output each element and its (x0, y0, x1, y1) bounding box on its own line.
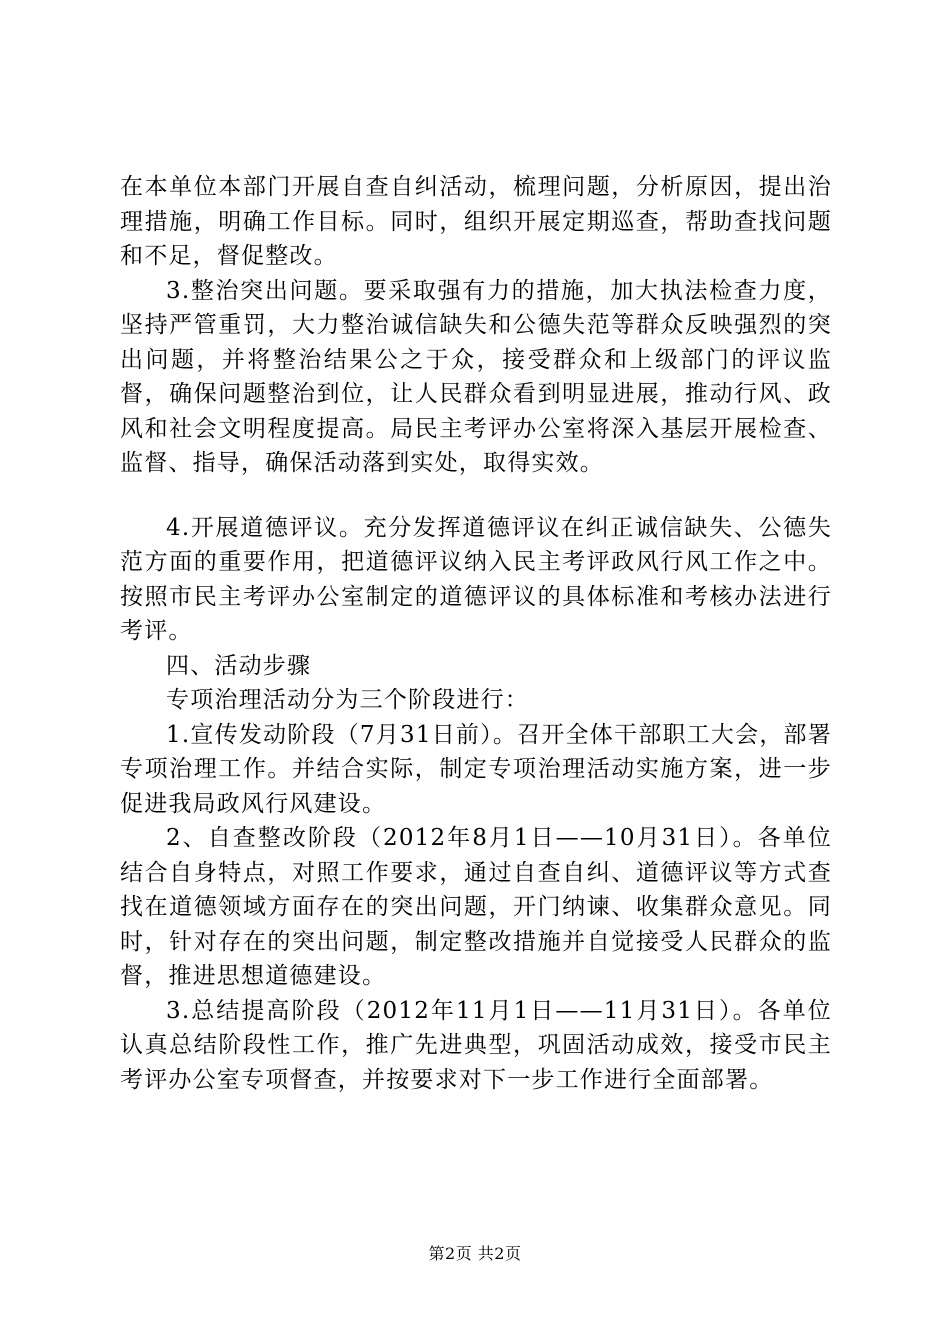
paragraph-stage-2: 2、自查整改阶段（2012年8月1日——10月31日）。各单位结合自身特点，对照工作要求，通过自查自纠、道德评议等方式查找在道德领域方面存在的突出问题，开门纳谏、收集群众意见。同时，针对存在的突出问题，制定整改措施并自觉接受人民群众的监督，推进思想道德建设。 (120, 825, 832, 989)
document-body (120, 170, 832, 1097)
section-heading-steps: 四、活动步骤 (166, 652, 312, 679)
paragraph-item-4-moral-review: 4.开展道德评议。充分发挥道德评议在纠正诚信缺失、公德失范方面的重要作用，把道德评议纳入民主考评政风行风工作之中。按照市民主考评办公室制定的道德评议的具体标准和考核办法进行考评。 (120, 514, 832, 644)
paragraph-stage-1: 1.宣传发动阶段（7月31日前）。召开全体干部职工大会，部署专项治理工作。并结合实际，制定专项治理活动实施方案，进一步促进我局政风行风建设。 (120, 721, 832, 817)
page-footer: 第2页 共2页 (428, 1244, 522, 1263)
paragraph-spacer (120, 481, 832, 511)
paragraph-stages-intro: 专项治理活动分为三个阶段进行： (166, 687, 529, 713)
paragraph-item-3-rectify: 3.整治突出问题。要采取强有力的措施，加大执法检查力度，坚持严管重罚，大力整治诚信缺失和公德失范等群众反映强烈的突出问题，并将整治结果公之于众，接受群众和上级部门的评议监督，确保问题整治到位，让人民群众看到明显进展，推动行风、政风和社会文明程度提高。局民主考评办公室将深入基层开展检查、监督、指导，确保活动落到实处，取得实效。 (120, 277, 832, 476)
paragraph-continuation: 在本单位本部门开展自查自纠活动，梳理问题，分析原因，提出治理措施，明确工作目标。同时，组织开展定期巡查，帮助查找问题和不足，督促整改。 (120, 174, 832, 269)
paragraph-stage-3: 3.总结提高阶段（2012年11月1日——11月31日）。各单位认真总结阶段性工作，推广先进典型，巩固活动成效，接受市民主考评办公室专项督查，并按要求对下一步工作进行全面部署。 (120, 997, 832, 1093)
